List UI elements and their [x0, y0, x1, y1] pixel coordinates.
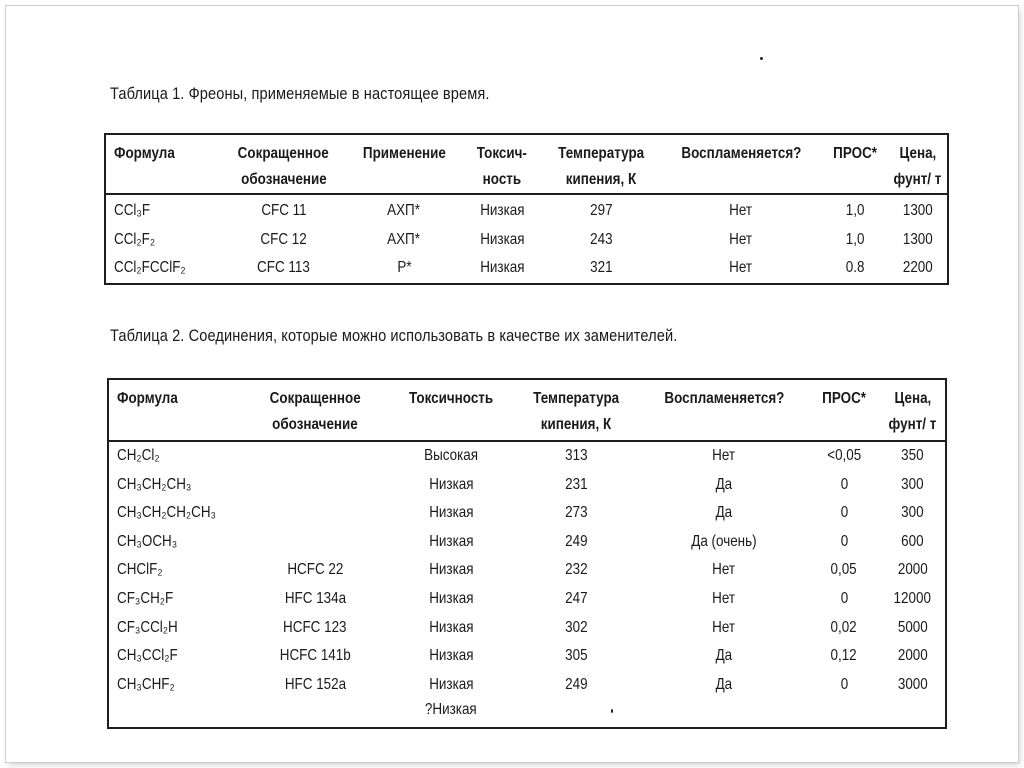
table-row — [108, 499, 946, 528]
table-row — [108, 471, 946, 500]
cell-pros: 0.8 — [845, 259, 865, 276]
cell-pros: 1,0 — [845, 230, 865, 248]
cell-boiling: 231 — [564, 475, 588, 493]
cell-boiling: 243 — [589, 230, 613, 248]
column-header: Токсичность — [408, 390, 494, 407]
cell-pros: 0,12 — [830, 647, 858, 665]
cell-boiling: 321 — [589, 259, 613, 276]
column-header: Токсич- ность — [476, 145, 528, 188]
column-header: Цена, фунт/ т — [893, 145, 942, 188]
table-row — [108, 441, 946, 471]
cell-boiling: 249 — [564, 532, 588, 550]
cell-flammable: Да — [715, 475, 733, 493]
table-row — [108, 556, 946, 585]
cell-abbr — [240, 471, 390, 500]
cell-abbr: CFC 12 — [260, 230, 307, 248]
cell-use: АХП* — [387, 230, 421, 248]
cell-flammable: Да — [715, 675, 733, 693]
column-header: ПРОС* — [833, 145, 877, 162]
cell-abbr: CFC 113 — [257, 259, 310, 276]
cell-boiling: 273 — [564, 504, 588, 522]
column-header: Сокращенное обозначение — [237, 145, 330, 188]
cell-price: 300 — [901, 475, 924, 493]
cell-abbr: HCFC 22 — [286, 561, 344, 579]
cell-boiling: 232 — [564, 561, 588, 579]
cell-formula: CH₃CH₂CH₃ — [117, 475, 192, 493]
cell-abbr — [240, 699, 390, 728]
column-header: Температура кипения, К — [558, 145, 644, 188]
column-header: ПРОС* — [822, 390, 866, 407]
cell-formula: CF₃CCl₂H — [117, 618, 178, 636]
column-header: Формула — [114, 145, 175, 162]
column-header: Температура кипения, К — [533, 390, 619, 433]
cell-abbr: HCFC 141b — [279, 647, 351, 665]
cell-boiling: 249 — [564, 675, 588, 693]
column-header: Сокращенное обозначение — [269, 390, 361, 433]
cell-price: 600 — [901, 532, 924, 550]
cell-flammable — [640, 699, 808, 728]
table-row — [108, 528, 946, 557]
cell-flammable: Да (очень) — [691, 532, 757, 550]
cell-flammable: Нет — [712, 618, 736, 636]
cell-price: 3000 — [897, 675, 928, 693]
table-row — [108, 585, 946, 614]
table-row — [105, 194, 948, 226]
cell-price: 300 — [901, 504, 924, 522]
cell-pros: 0,05 — [830, 561, 858, 579]
cell-formula: CHClF₂ — [117, 561, 163, 579]
cell-toxicity: Низкая — [428, 532, 474, 550]
cell-toxicity: Низкая — [479, 259, 525, 276]
cell-pros: 0 — [840, 504, 848, 522]
cell-formula: CCl₂FCClF₂ — [114, 259, 186, 276]
cell-abbr — [240, 528, 390, 557]
cell-toxicity: Низкая — [428, 589, 474, 607]
cell-abbr — [240, 441, 390, 471]
cell-pros — [808, 699, 880, 728]
cell-toxicity: Низкая — [428, 647, 474, 665]
cell-pros: <0,05 — [826, 447, 861, 464]
cell-flammable: Нет — [729, 230, 753, 248]
cell-pros: 0,02 — [830, 618, 858, 636]
cell-price: 5000 — [897, 618, 928, 636]
cell-toxicity: Низкая — [479, 202, 525, 219]
column-header: Цена, фунт/ т — [888, 390, 937, 433]
cell-abbr — [240, 499, 390, 528]
cell-formula: CH₃OCH₃ — [117, 532, 178, 550]
table-row — [108, 699, 946, 728]
cell-abbr: HFC 152a — [284, 675, 346, 693]
cell-formula: CCl₂F₂ — [114, 230, 156, 248]
table-row — [108, 614, 946, 643]
cell-price: 1300 — [902, 202, 933, 219]
cell-formula: CH₃CCl₂F — [117, 647, 178, 665]
table1-caption: Таблица 1. Фреоны, применяемые в настоящее время. — [110, 84, 490, 103]
column-header: Воспламеняется? — [664, 390, 784, 407]
table1-header-row — [105, 134, 948, 194]
cell-flammable: Нет — [712, 589, 736, 607]
cell-flammable: Да — [715, 504, 733, 522]
cell-flammable: Нет — [712, 561, 736, 579]
cell-boiling: 305 — [564, 647, 588, 665]
table2-caption: Таблица 2. Соединения, которые можно использовать в качестве их заменителей. — [110, 326, 678, 345]
cell-formula: CCl₃F — [114, 202, 151, 219]
cell-abbr: CFC 11 — [260, 202, 307, 219]
cell-formula: CH₃CHF₂ — [117, 675, 175, 693]
cell-price: 2200 — [902, 259, 933, 276]
table-row — [108, 642, 946, 671]
cell-flammable: Нет — [729, 259, 753, 276]
cell-formula: CF₃CH₂F — [117, 589, 174, 607]
cell-boiling: 313 — [564, 447, 588, 464]
cell-boiling: 302 — [564, 618, 588, 636]
cell-price: 2000 — [897, 561, 928, 579]
cell-pros: 0 — [840, 589, 848, 607]
cell-pros: 0 — [840, 475, 848, 493]
cell-price — [880, 699, 946, 728]
cell-formula: CH₃CH₂CH₂CH₃ — [117, 504, 217, 522]
cell-toxicity: Низкая — [428, 475, 474, 493]
cell-use: АХП* — [387, 202, 421, 219]
cell-price: 1300 — [902, 230, 933, 248]
cell-flammable: Нет — [729, 202, 753, 219]
cell-formula — [108, 699, 240, 728]
cell-toxicity: ?Низкая — [425, 701, 477, 719]
cell-abbr: HCFC 123 — [283, 618, 347, 636]
cell-pros: 1,0 — [845, 202, 865, 219]
cell-toxicity: Низкая — [479, 230, 525, 248]
column-header: Применение — [362, 145, 446, 162]
cell-boiling: 247 — [564, 589, 588, 607]
scan-speck — [760, 57, 763, 60]
cell-price: 350 — [901, 447, 924, 464]
cell-abbr: HFC 134a — [284, 589, 346, 607]
cell-price: 2000 — [897, 647, 928, 665]
column-header: Формула — [117, 390, 178, 407]
cell-toxicity: Низкая — [428, 561, 474, 579]
cell-toxicity: Низкая — [428, 618, 474, 636]
table-row — [105, 254, 948, 284]
table2-header-row — [108, 379, 946, 441]
cell-boiling: 297 — [589, 202, 613, 219]
cell-pros: 0 — [840, 675, 848, 693]
cell-price: 12000 — [893, 589, 932, 607]
cell-boiling — [512, 699, 640, 728]
cell-toxicity: Высокая — [424, 447, 478, 464]
table2 — [107, 378, 947, 729]
cell-toxicity: Низкая — [428, 675, 474, 693]
column-header: Воспламеняется? — [681, 145, 801, 162]
cell-use: Р* — [396, 259, 412, 276]
cell-pros: 0 — [840, 532, 848, 550]
cell-formula: CH₂Cl₂ — [117, 447, 160, 464]
cell-flammable: Нет — [712, 447, 736, 464]
table1 — [104, 133, 949, 285]
cell-flammable: Да — [715, 647, 733, 665]
table-row — [105, 226, 948, 255]
cell-toxicity: Низкая — [428, 504, 474, 522]
table-row — [108, 671, 946, 700]
